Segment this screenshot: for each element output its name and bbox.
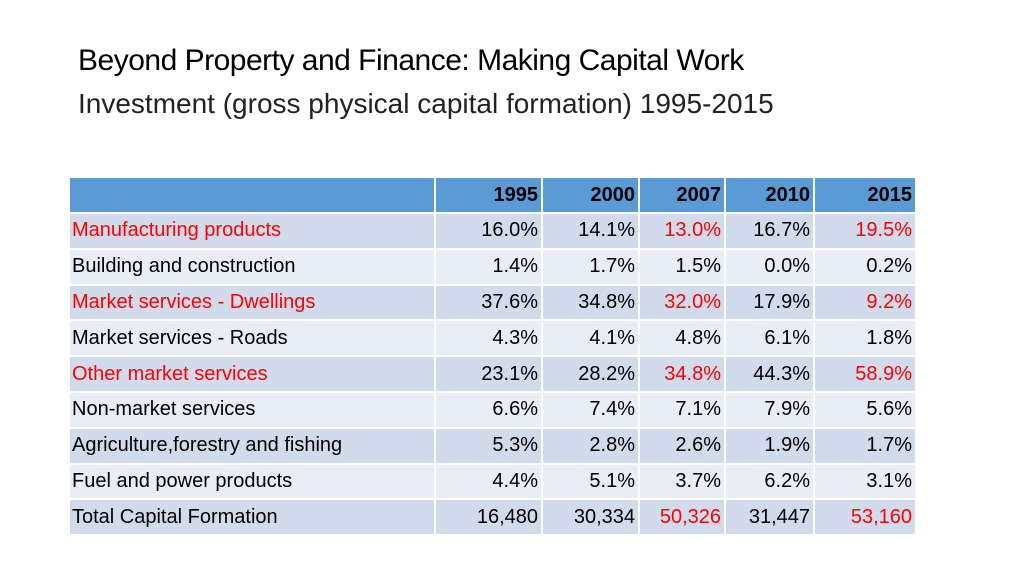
row-label: Market services - Roads	[70, 320, 435, 356]
table-cell-2010: 44.3%	[725, 356, 814, 392]
table-cell-1995: 23.1%	[435, 356, 542, 392]
table-cell-2007: 4.8%	[639, 320, 725, 356]
table-body	[70, 213, 915, 535]
table-cell-2015: 1.8%	[814, 320, 915, 356]
table-cell-2000: 1.7%	[542, 249, 639, 285]
table-header-row	[70, 178, 915, 213]
table-cell-2015: 5.6%	[814, 392, 915, 428]
table-cell-2015: 3.1%	[814, 464, 915, 500]
table-row	[70, 356, 915, 392]
table-row	[70, 320, 915, 356]
row-label: Fuel and power products	[70, 464, 435, 500]
table-cell-2007: 50,326	[639, 499, 725, 535]
table-cell-2015: 19.5%	[814, 213, 915, 249]
row-label: Agriculture,forestry and fishing	[70, 428, 435, 464]
table-cell-2007: 32.0%	[639, 285, 725, 321]
table-cell-1995: 5.3%	[435, 428, 542, 464]
table-cell-1995: 4.3%	[435, 320, 542, 356]
year-header-2007: 2007	[639, 178, 725, 213]
table-cell-2007: 1.5%	[639, 249, 725, 285]
table-cell-2000: 34.8%	[542, 285, 639, 321]
slide-subtitle: Investment (gross physical capital formation) 1995-2015	[78, 88, 774, 119]
table-cell-2000: 28.2%	[542, 356, 639, 392]
table-cell-2007: 2.6%	[639, 428, 725, 464]
row-label: Market services - Dwellings	[70, 285, 435, 321]
table-row	[70, 249, 915, 285]
table-cell-2007: 3.7%	[639, 464, 725, 500]
table-row	[70, 213, 915, 249]
table-cell-2007: 13.0%	[639, 213, 725, 249]
year-header-2015: 2015	[814, 178, 915, 213]
table-cell-2000: 4.1%	[542, 320, 639, 356]
row-label: Total Capital Formation	[70, 499, 435, 535]
table-cell-1995: 1.4%	[435, 249, 542, 285]
table-cell-1995: 37.6%	[435, 285, 542, 321]
header-corner-cell	[70, 178, 435, 213]
row-label: Non-market services	[70, 392, 435, 428]
investment-table	[70, 178, 915, 536]
table-cell-2010: 16.7%	[725, 213, 814, 249]
row-label: Manufacturing products	[70, 213, 435, 249]
year-header-2010: 2010	[725, 178, 814, 213]
table-row	[70, 428, 915, 464]
table-cell-2015: 58.9%	[814, 356, 915, 392]
table-cell-2000: 30,334	[542, 499, 639, 535]
table-cell-2010: 1.9%	[725, 428, 814, 464]
year-header-1995: 1995	[435, 178, 542, 213]
table-cell-2010: 6.2%	[725, 464, 814, 500]
table-cell-2007: 34.8%	[639, 356, 725, 392]
table-row	[70, 464, 915, 500]
table-row	[70, 499, 915, 535]
table-row	[70, 285, 915, 321]
table-cell-2010: 6.1%	[725, 320, 814, 356]
year-header-2000: 2000	[542, 178, 639, 213]
row-label: Other market services	[70, 356, 435, 392]
table-row	[70, 392, 915, 428]
table-cell-2000: 5.1%	[542, 464, 639, 500]
table-cell-2000: 2.8%	[542, 428, 639, 464]
table-cell-2010: 0.0%	[725, 249, 814, 285]
table-cell-2015: 53,160	[814, 499, 915, 535]
table-cell-2010: 7.9%	[725, 392, 814, 428]
slide-title: Beyond Property and Finance: Making Capital Work	[78, 44, 744, 77]
table-cell-2007: 7.1%	[639, 392, 725, 428]
table-cell-2000: 14.1%	[542, 213, 639, 249]
table-cell-1995: 6.6%	[435, 392, 542, 428]
table-cell-1995: 16.0%	[435, 213, 542, 249]
row-label: Building and construction	[70, 249, 435, 285]
table-cell-1995: 16,480	[435, 499, 542, 535]
table-cell-2015: 0.2%	[814, 249, 915, 285]
table-cell-2015: 1.7%	[814, 428, 915, 464]
table-cell-1995: 4.4%	[435, 464, 542, 500]
table-cell-2015: 9.2%	[814, 285, 915, 321]
table-cell-2010: 31,447	[725, 499, 814, 535]
table-cell-2010: 17.9%	[725, 285, 814, 321]
table-cell-2000: 7.4%	[542, 392, 639, 428]
